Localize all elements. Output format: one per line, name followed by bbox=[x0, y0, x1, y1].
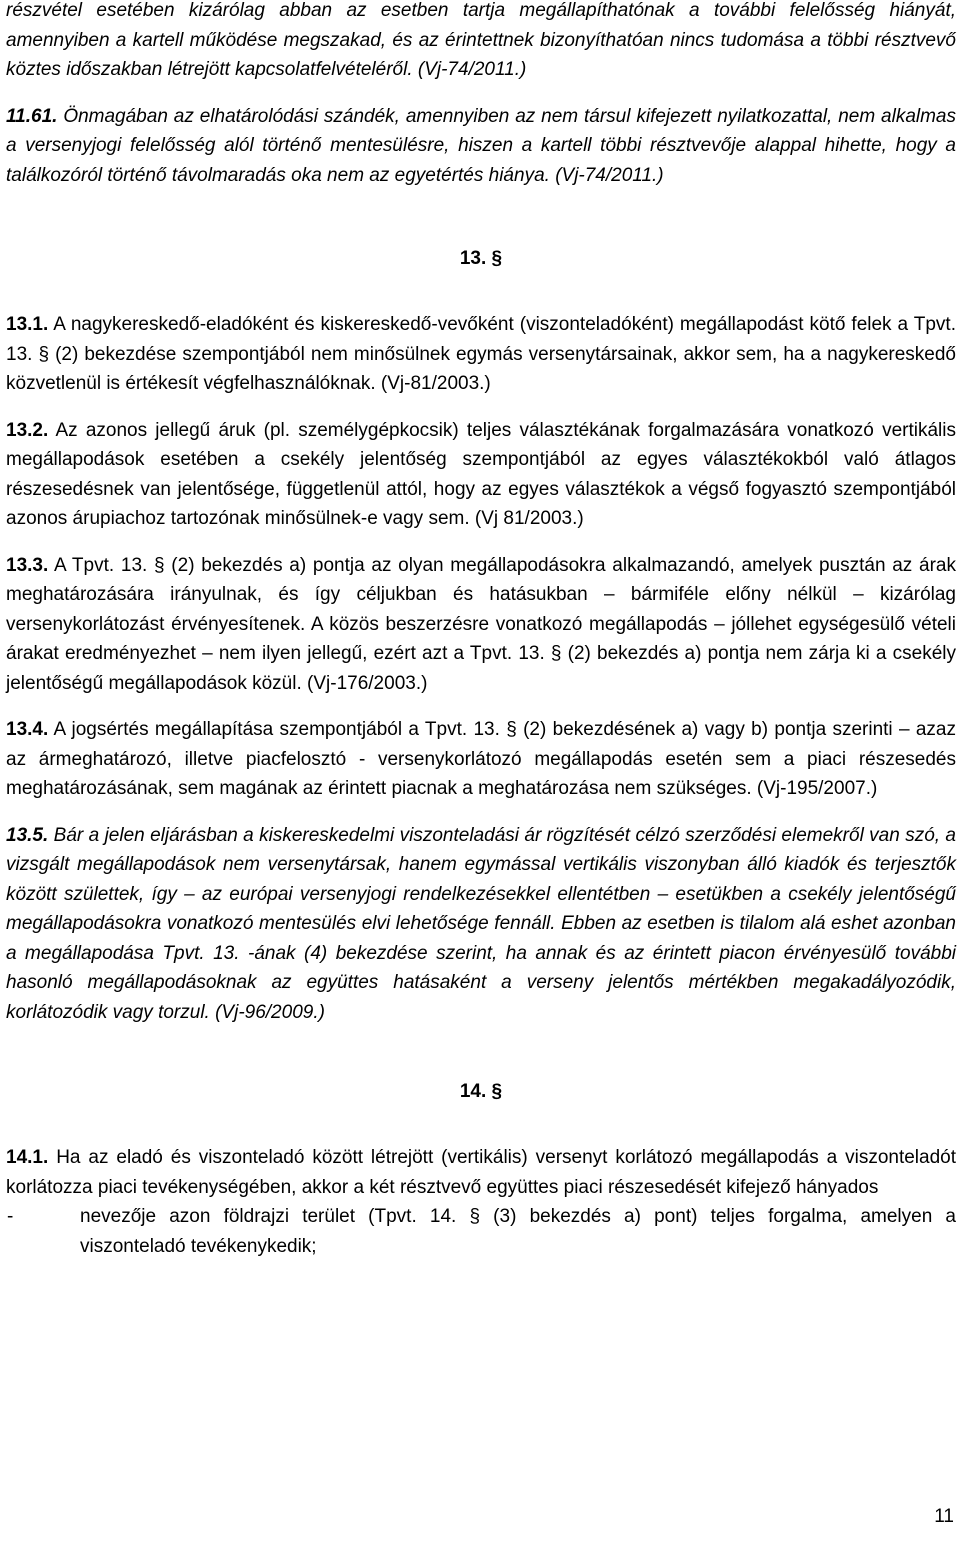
paragraph-text: Önmagában az elhatárolódási szándék, amennyiben az nem társul kifejezett nyilatkozattal, nem alkalmas a versenyjogi felelősség alól történő mentesülésre, hiszen a kartell többi résztvevője alappal hihette, hogy a találkozóról történő távolmaradás oka nem az egyetértés hiánya. (Vj-74/2011.) bbox=[6, 105, 957, 186]
paragraph-number: 13.5. bbox=[6, 824, 49, 846]
paragraph-text: A jogsértés megállapítása szempontjából a Tpvt. 13. § (2) bekezdésének a) vagy b) pontja szerinti – azaz az ármeghatározó, illetve piacfelosztó - versenykorlátozó megállapodás esetén sem a piaci részesedés meghatározásának, sem magának az érintett piacnak a meghatározása nem szükséges. (Vj-195/2007.) bbox=[6, 719, 956, 799]
paragraph-number: 13.3. bbox=[6, 554, 49, 576]
paragraph-14-1 bbox=[6, 1143, 956, 1202]
section-heading-14: 14. § bbox=[459, 1081, 503, 1102]
paragraph-13-2 bbox=[6, 416, 956, 534]
paragraph-text: A nagykereskedő-eladóként és kiskereskedő-vevőként (viszonteladóként) megállapodást kötő felek a Tpvt. 13. § (2) bekezdése szempontjából nem minősülnek egymás versenytársainak, akkor sem, ha a nagykereskedő közvetlenül is értékesít végfelhasználóknak. (Vj-81/2003.) bbox=[6, 314, 956, 394]
paragraph-number: 13.2. bbox=[6, 419, 49, 441]
paragraph-number: 14.1. bbox=[6, 1147, 49, 1168]
paragraph-number: 13.1. bbox=[6, 314, 49, 335]
paragraph-13-4 bbox=[6, 715, 956, 804]
list-item-text: nevezője azon földrajzi terület (Tpvt. 14. § (3) bekezdés a) pont) teljes forgalma, amelyen a viszonteladó tevékenykedik; bbox=[80, 1206, 956, 1257]
section-heading-13: 13. § bbox=[459, 248, 503, 269]
paragraph-continuation bbox=[6, 0, 956, 85]
paragraph-13-5 bbox=[6, 821, 956, 1028]
paragraph-text: Ha az eladó és viszonteladó között létrejött (vertikális) versenyt korlátozó megállapodás a viszonteladót korlátozza piaci tevékenységében, akkor a két résztvevő együttes piaci részesedését kifejező hányados bbox=[6, 1147, 956, 1198]
document-page bbox=[6, 0, 956, 1261]
paragraph-text: A Tpvt. 13. § (2) bekezdés a) pontja az olyan megállapodásokra alkalmazandó, amelyek pusztán az árak meghatározására irányulnak, és így céljukban és hatásukban – bármiféle előny nélkül – kizárólag versenykorlátozást érvényesítenek. A közös beszerzésre vonatkozó megállapodás – jóllehet egységesülő vételi árakat eredményezhet – nem ilyen jellegű, ezért azt a Tpvt. 13. § (2) bekezdés a) pontja nem zárja ki a csekély jelentőségű megállapodások közül. (Vj-176/2003.) bbox=[6, 554, 956, 694]
paragraph-text: részvétel esetében kizárólag abban az esetben tartja megállapíthatónak a további felelősség hiányát, amennyiben a kartell működése megszakad, és az érintettnek bizonyíthatóan nincs tudomása a többi résztvevő köztes időszakban létrejött kapcsolatfelvételéről. (Vj-74/2011.) bbox=[6, 0, 956, 80]
paragraph-text: Bár a jelen eljárásban a kiskereskedelmi viszonteladási ár rögzítését célzó szerződési elemekről van szó, a vizsgált megállapodások nem versenytársak, hanem egymással vertikális viszonyban álló kiadók és terjesztők között születtek, így – az európai versenyjogi rendelkezésekkel ellentétben – esetükben a csekély jelentőségű megállapodásokra vonatkozó mentesülés elvi lehetősége fennáll. Ebben az esetben is tilalom alá eshet azonban a megállapodása Tpvt. 13. -ának (4) bekezdése szerint, ha annak és az érintett piacon érvényesülő további hasonló megállapodásoknak az együttes hatásaként a verseny jelentős mértékben megakadályozódik, korlátozódik vagy torzul. (Vj-96/2009.) bbox=[6, 824, 956, 1023]
paragraph-number: 11.61. bbox=[6, 105, 58, 127]
paragraph-11-61 bbox=[6, 102, 956, 191]
paragraph-13-3 bbox=[6, 551, 956, 699]
list-item bbox=[6, 1202, 956, 1261]
page-number: 11 bbox=[934, 1506, 954, 1527]
paragraph-13-1 bbox=[6, 310, 956, 399]
list-dash: - bbox=[7, 1206, 14, 1227]
paragraph-text: Az azonos jellegű áruk (pl. személygépkocsik) teljes választékának forgalmazására vonatkozó vertikális megállapodások esetében a csekély jelentőség szempontjából az egyes választékokból való átlagos részesedésnek van jelentősége, függetlenül attól, hogy az egyes választékok a végső fogyasztó szempontjából azonos árupiachoz tartozónak minősülnek-e vagy sem. (Vj 81/2003.) bbox=[6, 419, 956, 529]
paragraph-number: 13.4. bbox=[6, 719, 49, 740]
